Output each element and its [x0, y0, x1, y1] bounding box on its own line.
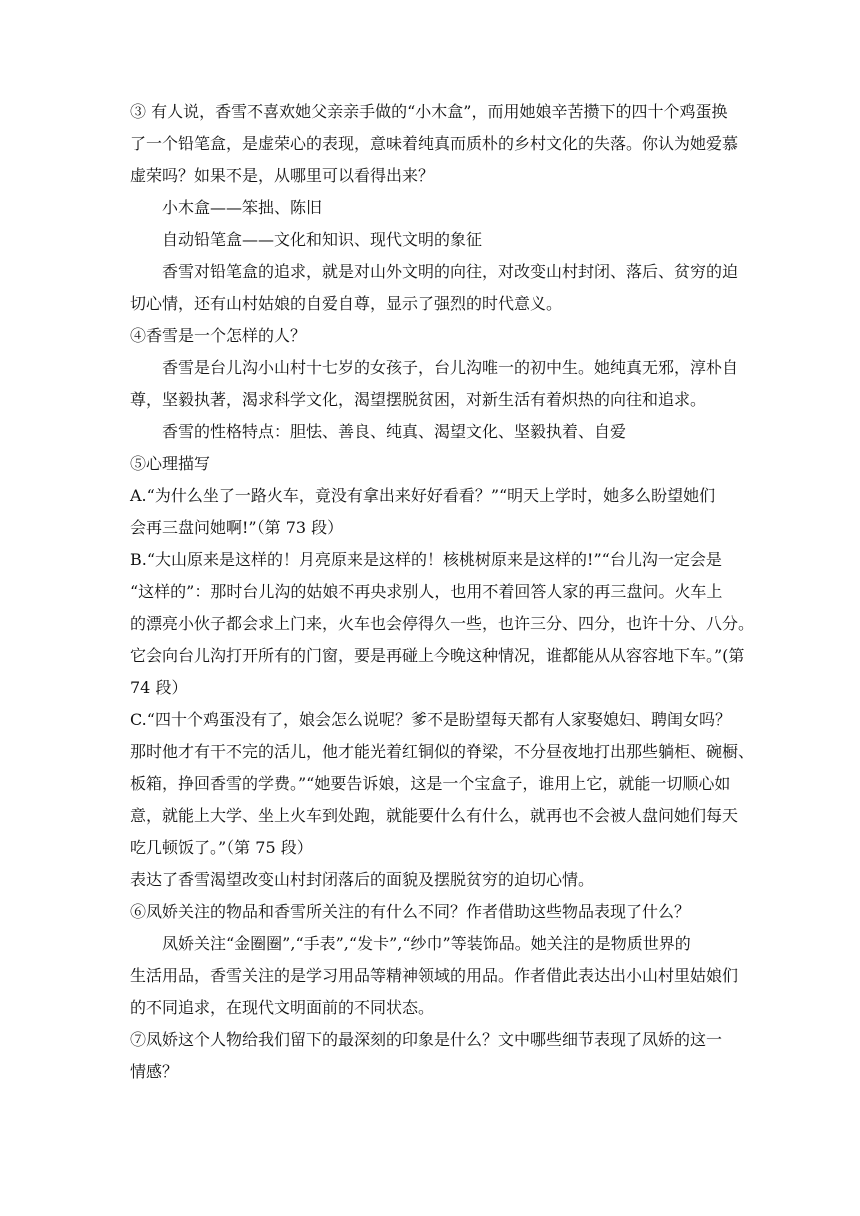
- text-line: 虚荣吗？如果不是，从哪里可以看得出来？: [130, 166, 435, 185]
- text-line: B.“大山原来是这样的！月亮原来是这样的！核桃树原来是这样的!”“台儿沟一定会是: [130, 550, 722, 569]
- text-line: 它会向台儿沟打开所有的门窗，要是再碰上今晚这种情况，谁都能从从容容地下车。”(第: [130, 646, 745, 665]
- text-line: 74 段）: [130, 678, 188, 697]
- text-line: 情感？: [130, 1062, 179, 1081]
- text-line: 会再三盘问她啊!”（第 73 段）: [130, 518, 344, 537]
- text-line: 表达了香雪渴望改变山村封闭落后的面貌及摆脱贫穷的迫切心情。: [130, 870, 595, 889]
- text-line: 板箱，挣回香雪的学费。”“她要告诉娘，这是一个宝盒子，谁用上它，就能一切顺心如: [130, 774, 731, 793]
- text-line: C.“四十个鸡蛋没有了，娘会怎么说呢？爹不是盼望每天都有人家娶媳妇、聘闺女吗？: [130, 710, 731, 729]
- text-line: 的漂亮小伙子都会求上门来，火车也会停得久一些，也许三分、四分，也许十分、八分。: [130, 614, 755, 633]
- text-line: 尊，坚毅执著，渴求科学文化，渴望摆脱贫困，对新生活有着炽热的向往和追求。: [130, 390, 707, 409]
- text-line: ④香雪是一个怎样的人？: [130, 326, 307, 345]
- text-line: A.“为什么坐了一路火车，竟没有拿出来好好看看？”“明天上学时，她多么盼望她们: [130, 486, 716, 505]
- text-line: 切心情，还有山村姑娘的自爱自尊，显示了强烈的时代意义。: [130, 294, 563, 313]
- text-line: “这样的”：那时台儿沟的姑娘不再央求别人，也用不着回答人家的再三盘问。火车上: [130, 582, 723, 601]
- text-line: 那时他才有干不完的活儿，他才能光着红铜似的脊梁，不分昼夜地打出那些躺柜、碗橱、: [130, 742, 755, 761]
- text-line: 香雪的性格特点：胆怯、善良、纯真、渴望文化、坚毅执着、自爱: [162, 422, 627, 441]
- text-line: ⑦凤娇这个人物给我们留下的最深刻的印象是什么？文中哪些细节表现了凤娇的这一: [130, 1030, 723, 1049]
- text-line: 小木盒——笨拙、陈旧: [162, 198, 323, 217]
- text-line: ③ 有人说，香雪不喜欢她父亲亲手做的“小木盒”，而用她娘辛苦攒下的四十个鸡蛋换: [130, 102, 728, 121]
- text-line: 了一个铅笔盒，是虚荣心的表现，意味着纯真而质朴的乡村文化的失落。你认为她爱慕: [130, 134, 739, 153]
- text-line: ⑥凤娇关注的物品和香雪所关注的有什么不同？作者借助这些物品表现了什么？: [130, 902, 691, 921]
- text-line: 生活用品，香雪关注的是学习用品等精神领域的用品。作者借此表达出小山村里姑娘们: [130, 966, 739, 985]
- text-line: ⑤心理描写: [130, 454, 211, 473]
- text-line: 自动铅笔盒——文化和知识、现代文明的象征: [162, 230, 483, 249]
- text-line: 吃几顿饭了。”（第 75 段）: [130, 838, 313, 857]
- text-line: 意，就能上大学、坐上火车到处跑，就能要什么有什么，就再也不会被人盘问她们每天: [130, 806, 739, 825]
- text-line: 香雪是台儿沟小山村十七岁的女孩子，台儿沟唯一的初中生。她纯真无邪，淳朴自: [162, 358, 739, 377]
- text-line: 香雪对铅笔盒的追求，就是对山外文明的向往，对改变山村封闭、落后、贫穷的迫: [162, 262, 739, 281]
- text-line: 凤娇关注“金圈圈”,“手表”,“发卡”,“纱巾”等装饰品。她关注的是物质世界的: [162, 934, 691, 953]
- text-line: 的不同追求，在现代文明面前的不同状态。: [130, 998, 435, 1017]
- document-text-body: [130, 96, 755, 1088]
